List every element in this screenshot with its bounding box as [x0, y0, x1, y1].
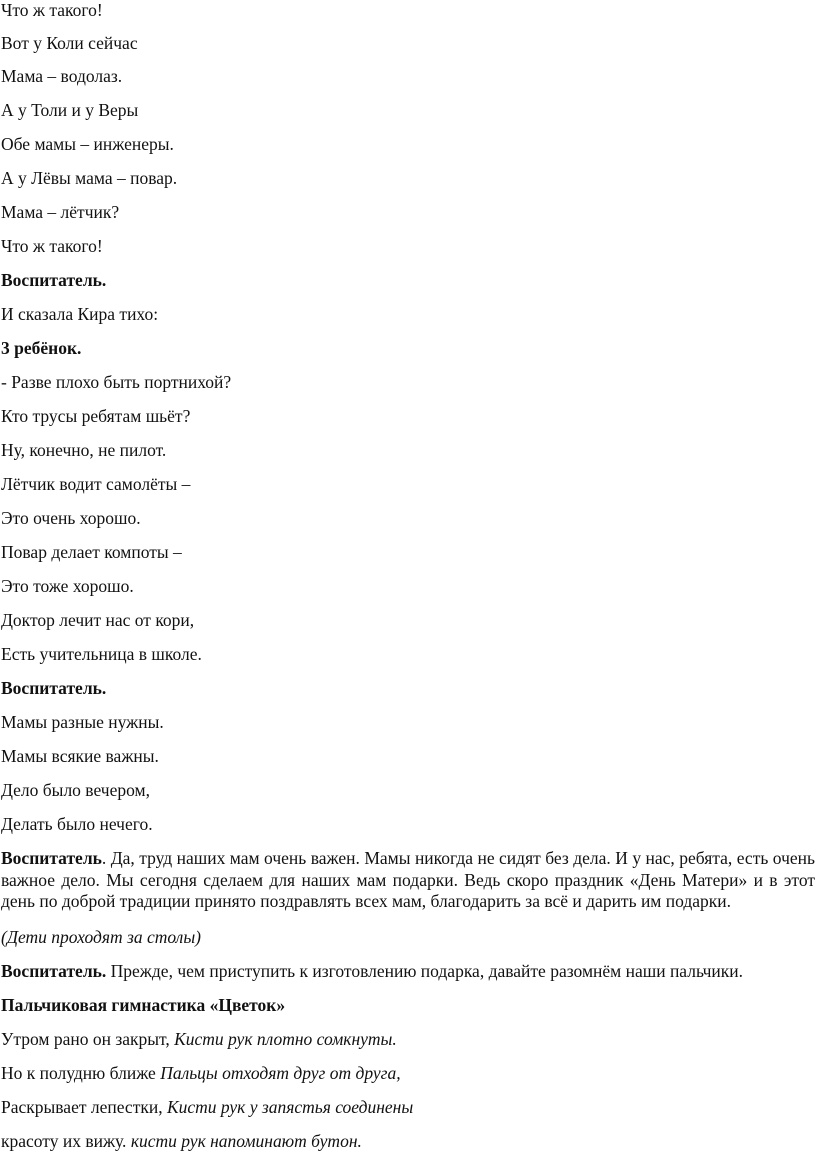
speaker-heading: Воспитатель. — [1, 678, 107, 698]
speaker-label: Воспитатель — [1, 848, 102, 868]
poem-line: Мама – лётчик? — [1, 202, 120, 222]
gym-text: красоту их вижу. — [1, 1131, 131, 1151]
poem-line: Это тоже хорошо. — [1, 576, 134, 596]
gym-line — [1, 1063, 401, 1084]
poem-line: Дело было вечером, — [1, 780, 150, 800]
poem-line: Мамы разные нужны. — [1, 712, 164, 732]
poem-line: А у Толи и у Веры — [1, 100, 139, 120]
poem-line: Есть учительница в школе. — [1, 644, 202, 664]
poem-line: Это очень хорошо. — [1, 508, 141, 528]
gym-text: Утром рано он закрыт, — [1, 1029, 175, 1049]
gym-note: кисти рук напоминают бутон. — [130, 1131, 362, 1151]
section-title: Пальчиковая гимнастика «Цветок» — [1, 995, 286, 1015]
poem-line: А у Лёвы мама – повар. — [1, 168, 178, 188]
gym-line — [1, 1131, 362, 1152]
gym-note: Кисти рук плотно сомкнуты. — [174, 1029, 397, 1049]
poem-line: И сказала Кира тихо: — [1, 304, 159, 324]
gym-line — [1, 1029, 397, 1050]
poem-line: Мамы всякие важны. — [1, 746, 159, 766]
speaker-heading: 3 ребёнок. — [1, 338, 82, 358]
poem-line: Что ж такого! — [1, 0, 103, 20]
poem-line: Делать было нечего. — [1, 814, 153, 834]
teacher-paragraph — [1, 961, 743, 982]
teacher-paragraph — [1, 848, 815, 913]
gym-note: Пальцы отходят друг от друга, — [160, 1063, 401, 1083]
poem-line: Лётчик водит самолёты – — [1, 474, 191, 494]
poem-line: Повар делает компоты – — [1, 542, 182, 562]
gym-note: Кисти рук у запястья соединены — [166, 1097, 414, 1117]
paragraph-text: Прежде, чем приступить к изготовлению подарка, давайте разомнём наши пальчики. — [106, 961, 744, 981]
poem-line: Ну, конечно, не пилот. — [1, 440, 167, 460]
poem-line: Доктор лечит нас от кори, — [1, 610, 195, 630]
gym-line — [1, 1097, 413, 1118]
poem-line: - Разве плохо быть портнихой? — [1, 372, 232, 392]
poem-line: Что ж такого! — [1, 236, 103, 256]
gym-text: Раскрывает лепестки, — [1, 1097, 167, 1117]
gym-text: Но к полудню ближе — [1, 1063, 161, 1083]
stage-direction: (Дети проходят за столы) — [1, 927, 201, 947]
poem-line: Вот у Коли сейчас — [1, 33, 138, 53]
poem-line: Мама – водолаз. — [1, 66, 123, 86]
speaker-heading: Воспитатель. — [1, 270, 107, 290]
paragraph-text: . Да, труд наших мам очень важен. Мамы никогда не сидят без дела. И у нас, ребята, есть очень важное дело. Мы сегодня сделаем для наших мам подарки. Ведь скоро праздник «День Матери» и в этот день по доброй традиции принято поздравлять всех мам, благодарить за всё и дарить им подарки. — [1, 848, 815, 911]
speaker-label: Воспитатель. — [1, 961, 107, 981]
poem-line: Кто трусы ребятам шьёт? — [1, 406, 191, 426]
poem-line: Обе мамы – инженеры. — [1, 134, 174, 154]
